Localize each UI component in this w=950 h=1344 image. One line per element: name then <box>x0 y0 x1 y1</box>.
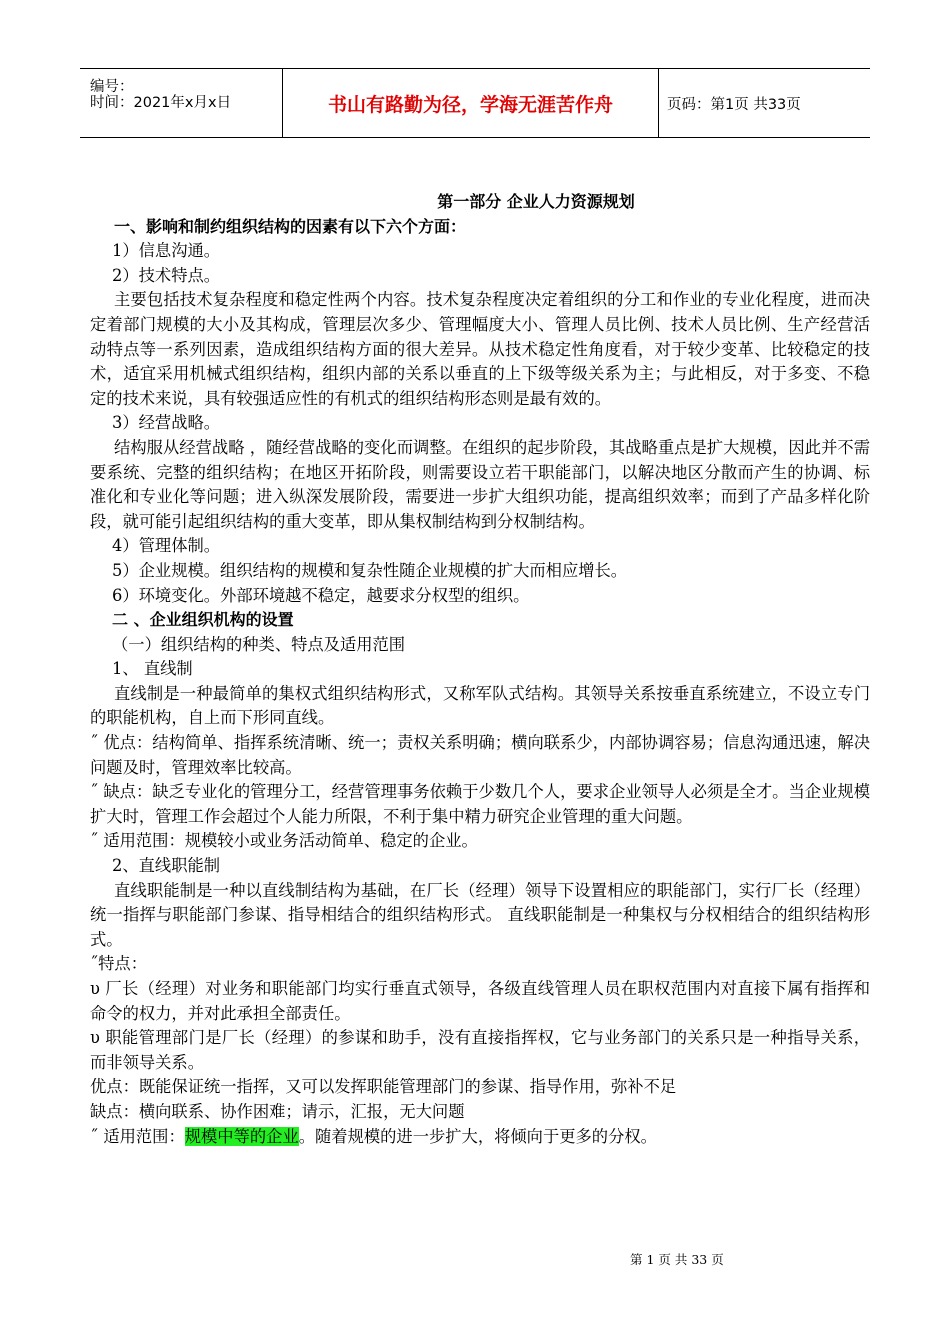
factor-3-text: 结构服从经营战略 ，随经营战略的变化而调整。在组织的起步阶段，其战略重点是扩大规模，因此并不需要系统、完整的组织结构；在地区开拓阶段，则需要设立若干职能部门，以解决地区分散而产生的协调、标准化和专业化等问题；进入纵深发展阶段，需要进一步扩大组织功能，提高组织效率；而到了产品多样化阶段，就可能引起组织结构的重大变革，即从集权制结构到分权制结构。 <box>90 437 870 531</box>
page-footer: 第 1 页 共 33 页 <box>630 1252 724 1267</box>
factor-5: 5）企业规模。组织结构的规模和复杂性随企业规模的扩大而相应增长。 <box>112 560 628 580</box>
type-2-scope <box>90 1125 870 1150</box>
factor-2: 2）技术特点。 <box>112 265 221 285</box>
type-2-text: 直线职能制是一种以直线制结构为基础，在厂长（经理）领导下设置相应的职能部门，实行厂长（经理）统一指挥与职能部门参谋、指导相结合的组织结构形式。 直线职能制是一种集权与分权相结合的组织结构形式。 <box>90 880 870 949</box>
section-heading-2: 二 、企业组织机构的设置 <box>112 610 294 630</box>
type-2-heading: 2、直线职能制 <box>112 856 221 876</box>
factor-1: 1）信息沟通。 <box>112 241 221 261</box>
motto: 书山有路勤为径，学海无涯苦作舟 <box>283 69 659 137</box>
time-label: 时间：2021年x月x日 <box>90 95 232 111</box>
type-2-cons: 缺点：横向联系、协作困难；请示，汇报，无大问题 <box>90 1101 465 1121</box>
factor-6: 6）环境变化。外部环境越不稳定，越要求分权型的组织。 <box>112 585 530 605</box>
page-info: 页码：第1页 共33页 <box>667 96 801 113</box>
type-1-cons: ˝ 缺点：缺乏专业化的管理分工，经营管理事务依赖于少数几个人，要求企业领导人必须是全才。当企业规模扩大时，管理工作会超过个人能力所限，不利于集中精力研究企业管理的重大问题。 <box>90 782 870 826</box>
number-label: 编号： <box>90 79 134 95</box>
factor-3: 3）经营战略。 <box>112 413 221 433</box>
type-2-scope-suffix: 。随着规模的进一步扩大，将倾向于更多的分权。 <box>298 1126 657 1146</box>
document-body <box>90 190 870 1149</box>
type-2-feature-2: υ 职能管理部门是厂长（经理）的参谋和助手，没有直接指挥权，它与业务部门的关系只是一种指导关系，而非领导关系。 <box>90 1028 870 1072</box>
header-table <box>80 68 870 138</box>
type-2-features-label: ˝特点： <box>90 954 147 974</box>
type-1-scope: ˝ 适用范围：规模较小或业务活动简单、稳定的企业。 <box>90 831 478 851</box>
type-2-pros: 优点：既能保证统一指挥，又可以发挥职能管理部门的参谋、指导作用，弥补不足 <box>90 1077 677 1097</box>
subsection-heading: （一）组织结构的种类、特点及适用范围 <box>112 634 406 654</box>
type-1-pros: ˝ 优点：结构简单、指挥系统清晰、统一；责权关系明确；横向联系少，内部协调容易；信息沟通迅速，解决问题及时，管理效率比较高。 <box>90 733 870 777</box>
type-1-text: 直线制是一种最简单的集权式组织结构形式，又称军队式结构。其领导关系按垂直系统建立，不设立专门的职能机构，自上而下形同直线。 <box>90 683 870 728</box>
type-2-feature-1: υ 厂长（经理）对业务和职能部门均实行垂直式领导，各级直线管理人员在职权范围内对直接下属有指挥和命令的权力，并对此承担全部责任。 <box>90 979 870 1023</box>
type-2-scope-prefix: ˝ 适用范围： <box>90 1126 185 1146</box>
type-1-heading: 1、 直线制 <box>112 659 193 679</box>
section-heading-1: 一、影响和制约组织结构的因素有以下六个方面： <box>114 216 467 236</box>
page-title: 第一部分 企业人力资源规划 <box>437 192 635 211</box>
factor-2-text: 主要包括技术复杂程度和稳定性两个内容。技术复杂程度决定着组织的分工和作业的专业化程度，进而决定着部门规模的大小及其构成，管理层次多少、管理幅度大小、管理人员比例、技术人员比例、生产经营活动特点等一系列因素，造成组织结构方面的很大差异。从技术稳定性角度看，对于较少变革、比较稳定的技术，适宜采用机械式组织结构，组织内部的关系以垂直的上下级等级关系为主；与此相反，对于多变、不稳定的技术来说，具有较强适应性的有机式的组织结构形态则是最有效的。 <box>90 290 870 408</box>
highlighted-text: 规模中等的企业 <box>184 1126 299 1146</box>
factor-4: 4）管理体制。 <box>112 536 221 556</box>
header-left-cell <box>80 69 283 137</box>
